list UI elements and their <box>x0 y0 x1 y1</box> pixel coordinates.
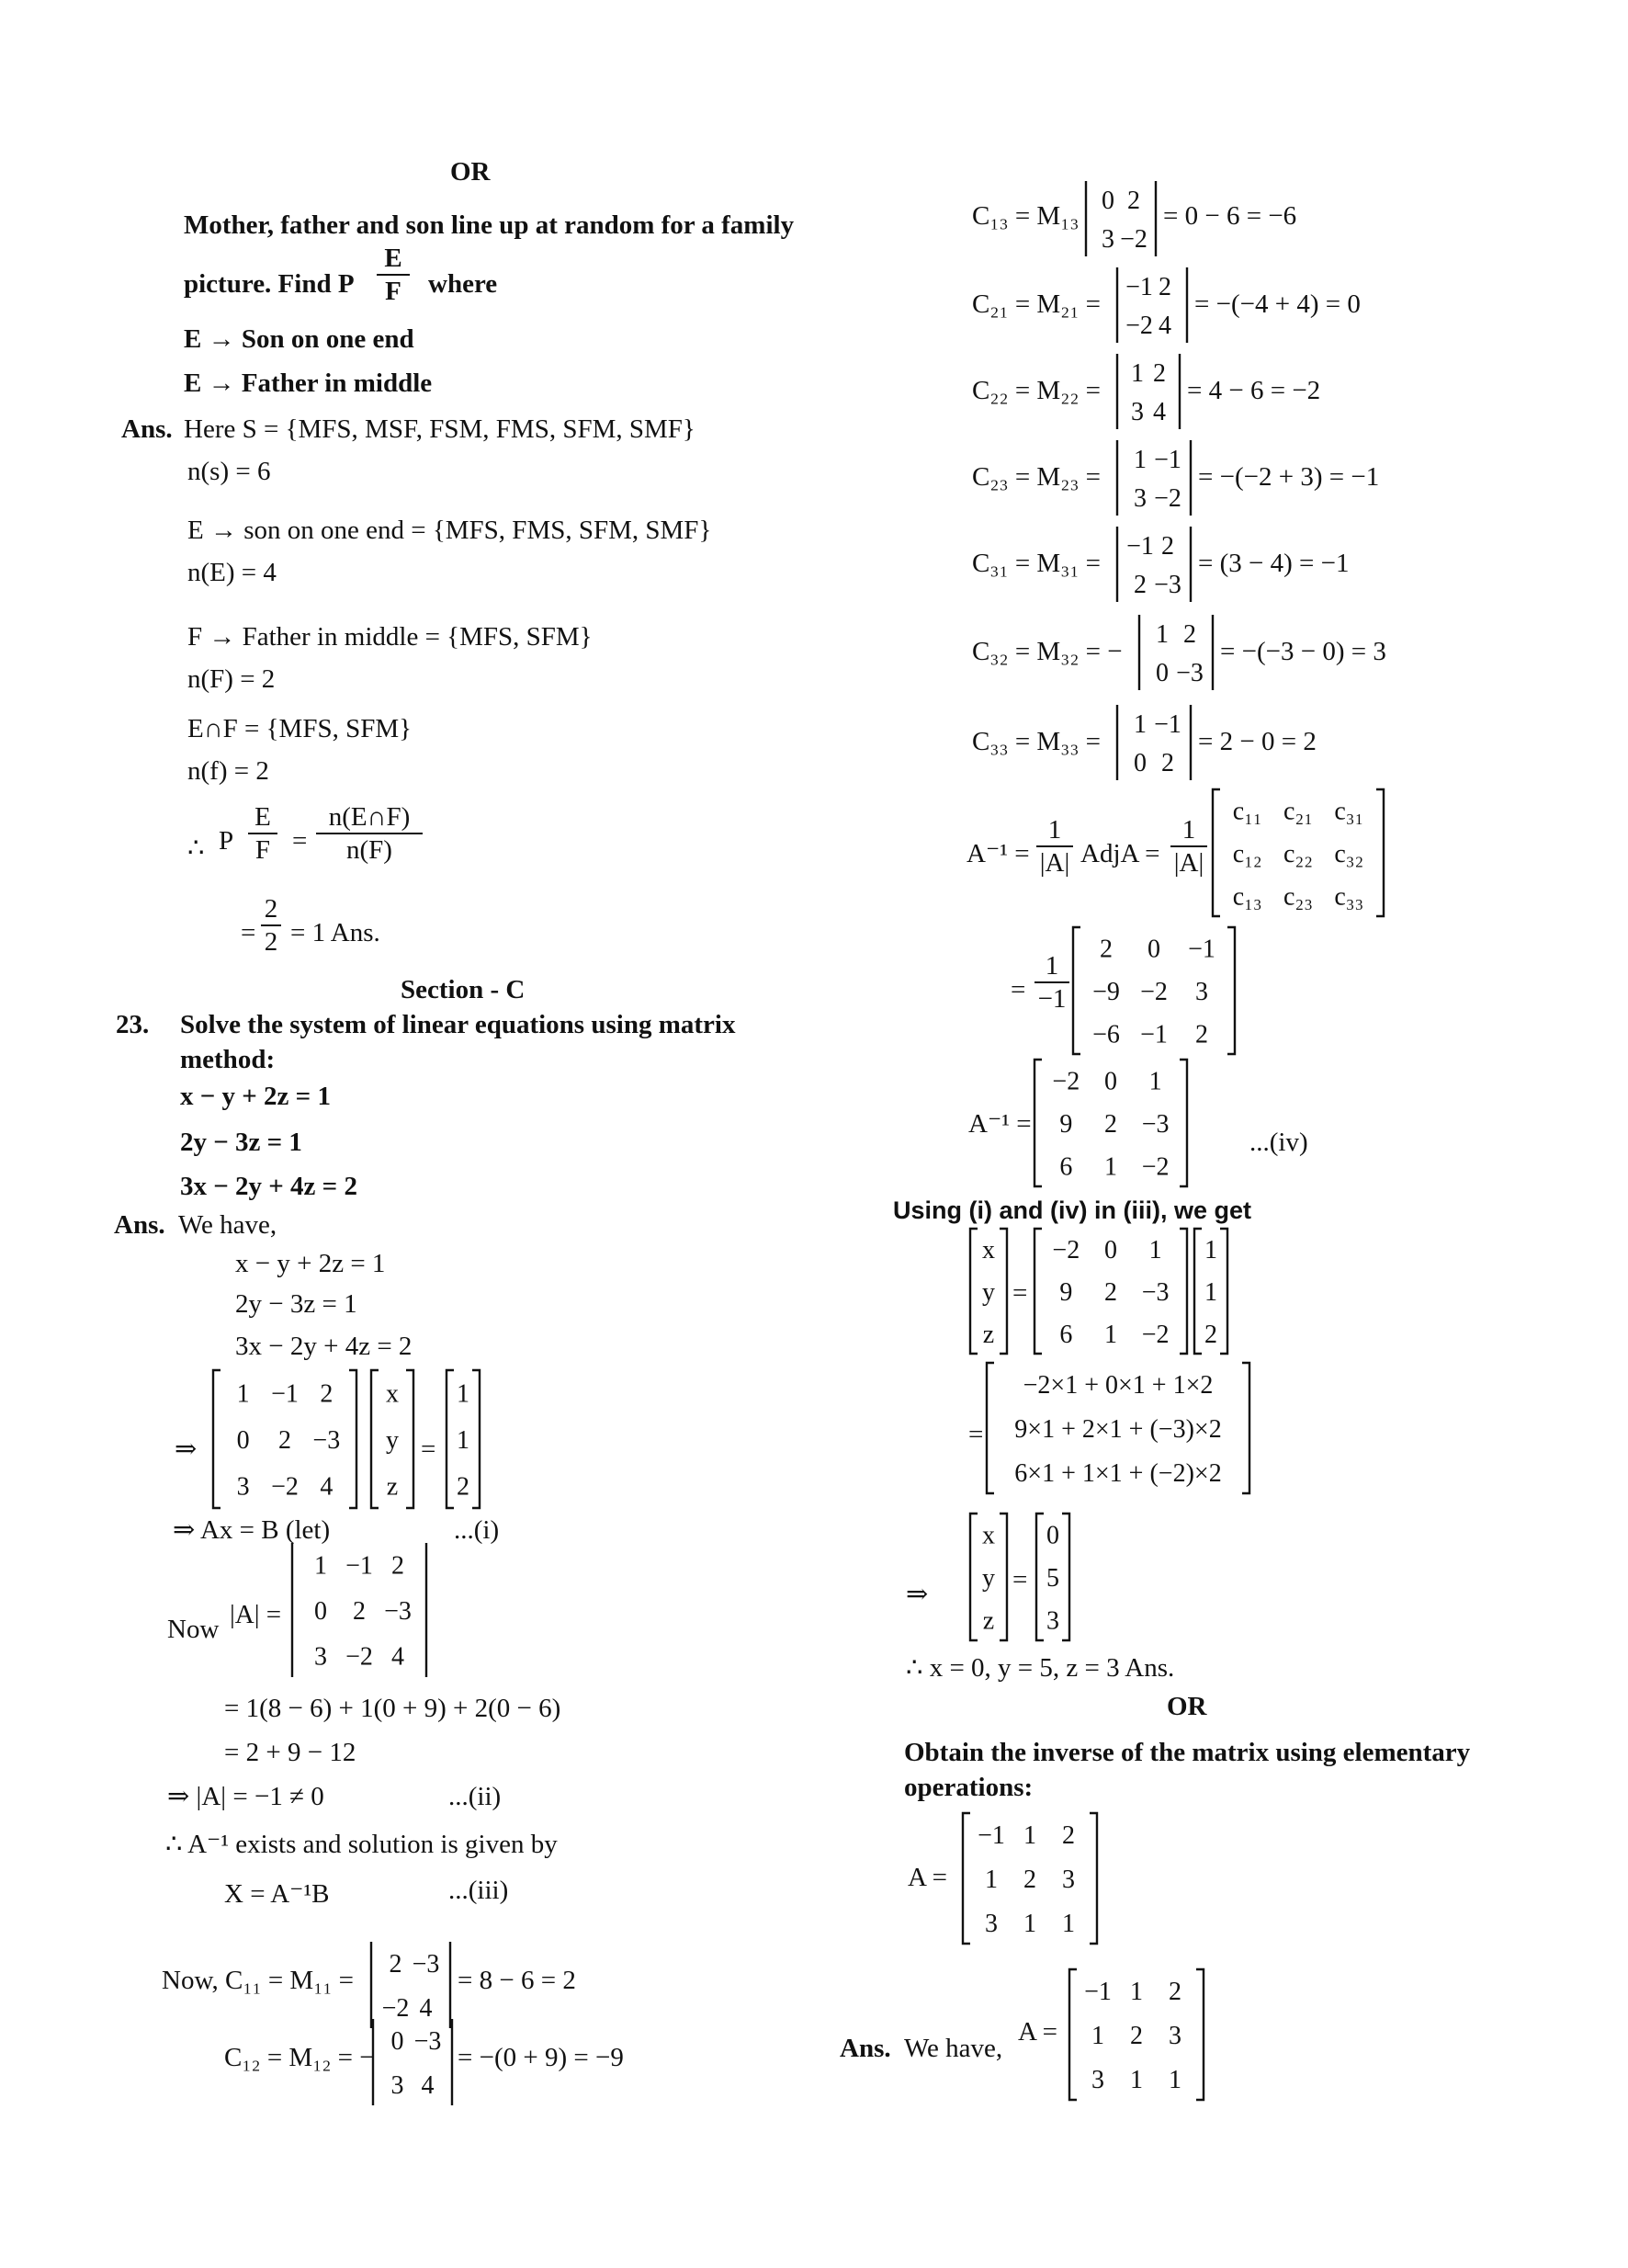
c13-minor <box>1084 180 1158 262</box>
matrix-cell: 1 <box>1204 1236 1217 1264</box>
prob-p: P <box>219 826 234 856</box>
or-question-line2: operations: <box>904 1773 1034 1802</box>
matrix-cell: 2 <box>1169 1978 1181 2006</box>
n-f: n(F) = 2 <box>187 664 276 694</box>
inverse-exists-text: ∴ A⁻¹ exists and solution is given by <box>165 1830 558 1859</box>
matrix-cell: y <box>386 1426 399 1455</box>
matrix-cell: −3 <box>413 2027 442 2056</box>
matrix-cell: −1 <box>271 1379 299 1409</box>
matrix-cell: 0 <box>1156 659 1169 687</box>
equation-2: 2y − 3z = 1 <box>180 1128 302 1157</box>
c31-label: C₃₁ = M₃₁ = <box>972 549 1102 578</box>
ainv-label-2: A⁻¹ = <box>968 1109 1032 1139</box>
c33-label: C₃₃ = M₃₃ = <box>972 727 1102 756</box>
right-bracket <box>1090 1813 1097 1944</box>
cofactor-matrix-svg <box>1211 788 1385 917</box>
matrix-cell: 4 <box>419 1994 433 2023</box>
left-bracket <box>1034 1229 1042 1354</box>
c11-value: = 8 − 6 = 2 <box>458 1966 576 1995</box>
n-e: n(E) = 4 <box>187 558 277 587</box>
question-text-line2: picture. Find P <box>184 269 355 299</box>
solution-vector-svg <box>1034 1513 1071 1641</box>
c31-minor <box>1115 526 1193 607</box>
matrix-cell: −2×1 + 0×1 + 1×2 <box>1023 1371 1214 1400</box>
a-label-2: A = <box>1018 2017 1057 2047</box>
matrix-cell: −1 <box>1154 710 1181 739</box>
therefore-symbol: ∴ <box>187 833 205 863</box>
c21-minor-svg <box>1115 266 1189 344</box>
matrix-cell: 1 <box>1023 1910 1036 1938</box>
matrix-cell: 2 <box>1134 571 1147 599</box>
matrix-cell: 0 <box>1046 1521 1059 1550</box>
matrix-cell: 0 <box>1104 1236 1117 1264</box>
left-bracket <box>447 1370 454 1508</box>
prob-e-given-f: E F <box>375 243 412 307</box>
matrix-cell: 1 <box>1104 1152 1117 1182</box>
c33-minor-svg <box>1115 704 1193 781</box>
answer-label: Ans. <box>121 414 173 444</box>
matrix-cell: 1 <box>1169 2066 1181 2094</box>
c11-minor-svg <box>369 1941 452 2029</box>
matrix-cell: 3 <box>390 2071 404 2100</box>
matrix-cell: −3 <box>312 1426 341 1455</box>
matrix-cell: 0 <box>236 1426 250 1455</box>
left-bracket <box>1194 1229 1202 1354</box>
matrix-cell: −2 <box>1052 1236 1080 1264</box>
matrix-cell: z <box>982 1606 995 1636</box>
matrix-cell: 1 <box>1091 2022 1104 2050</box>
matrix-cell: 0 <box>1148 935 1160 964</box>
c12-minor <box>371 2018 454 2111</box>
right-bracket <box>1376 789 1384 916</box>
matrix-cell: 3 <box>236 1472 250 1502</box>
xyz-vector-2 <box>968 1513 1009 1646</box>
or-question-line1: Obtain the inverse of the matrix using elementary <box>904 1738 1471 1767</box>
matrix-cell: −2 <box>1154 484 1181 513</box>
c31-value: = (3 − 4) = −1 <box>1198 549 1350 578</box>
matrix-cell: 2 <box>1159 273 1171 301</box>
final-answer: ∴ x = 0, y = 5, z = 3 Ans. <box>906 1653 1175 1683</box>
matrix-cell: 6 <box>1059 1321 1073 1349</box>
matrix-cell: 5 <box>1046 1564 1059 1593</box>
ans-we-have: We have, <box>904 2034 1003 2063</box>
matrix-cell: −1 <box>345 1551 373 1581</box>
using-text: Using (i) and (iv) in (iii), we get <box>893 1196 1251 1224</box>
right-bracket <box>1180 1229 1187 1354</box>
matrix-cell: −2 <box>1120 225 1148 254</box>
c32-value: = −(−3 − 0) = 3 <box>1220 637 1386 666</box>
matrix-cell: 2 <box>353 1597 366 1626</box>
matrix-cell: −6 <box>1092 1020 1120 1049</box>
matrix-cell: −3 <box>384 1597 412 1626</box>
q23-text-line1: Solve the system of linear equations using matrix <box>180 1010 736 1039</box>
matrix-cell: 3 <box>1046 1606 1059 1636</box>
matrix-cell: −2 <box>1141 1321 1170 1349</box>
n-s: n(s) = 6 <box>187 457 271 486</box>
we-have-text: We have, <box>178 1210 277 1240</box>
event-f-set: F → Father in middle = {MFS, SFM} <box>187 622 593 652</box>
matrix-cell: 3 <box>1091 2066 1104 2094</box>
adj-text: AdjA = <box>1080 839 1160 868</box>
prob-formula: n(E∩F) n(F) <box>314 801 424 866</box>
matrix-cell: 1 <box>236 1379 250 1409</box>
right-bracket <box>472 1370 480 1508</box>
variable-vector <box>369 1369 415 1514</box>
tag-iv: ...(iv) <box>1249 1128 1308 1157</box>
matrix-cell: 1 <box>1104 1321 1117 1349</box>
matrix-cell: −3 <box>412 1950 440 1979</box>
c12-minor-svg <box>371 2018 454 2106</box>
equation-3: 3x − 2y + 4z = 2 <box>180 1172 357 1201</box>
left-bracket <box>1073 927 1080 1054</box>
matrix-cell: 4 <box>421 2071 435 2100</box>
matrix-cell: 9×1 + 2×1 + (−3)×2 <box>1014 1415 1222 1444</box>
sample-space: Here S = {MFS, MSF, FSM, FMS, SFM, SMF} <box>184 414 695 444</box>
c33-minor <box>1115 704 1193 786</box>
matrix-cell: 0 <box>1102 187 1114 215</box>
prob-result: = 1 Ans. <box>290 918 380 947</box>
matrix-cell: 1 <box>1134 710 1147 739</box>
matrix-cell: −2 <box>1052 1067 1080 1096</box>
matrix-cell: 1 <box>1134 446 1147 474</box>
matrix-cell: 2 <box>1153 359 1166 388</box>
c22-minor <box>1115 353 1181 435</box>
now-label: Now <box>167 1615 220 1644</box>
implies-symbol: ⇒ <box>175 1435 198 1464</box>
equation-3b: 3x − 2y + 4z = 2 <box>235 1332 413 1361</box>
ainv-label: A⁻¹ = <box>967 839 1030 868</box>
a-matrix-svg <box>961 1812 1099 1945</box>
c13-value: = 0 − 6 = −6 <box>1163 201 1297 231</box>
a-matrix-2-svg <box>1068 1968 1205 2101</box>
product-vector-svg <box>985 1362 1251 1494</box>
matrix-cell: 3 <box>1195 978 1208 1006</box>
det-result: ⇒ |A| = −1 ≠ 0 <box>167 1782 324 1811</box>
matrix-cell: 0 <box>390 2027 404 2056</box>
question-where: where <box>428 269 498 299</box>
matrix-cell: 1 <box>314 1551 327 1581</box>
matrix-cell: −1 <box>1140 1020 1168 1049</box>
ax-equals-b: ⇒ Ax = B (let) <box>173 1515 331 1545</box>
right-bracket <box>1227 927 1235 1054</box>
matrix-cell: 1 <box>1062 1910 1075 1938</box>
event-f-definition: E → Father in middle <box>184 369 433 398</box>
matrix-cell: −1 <box>1125 273 1153 301</box>
implies-symbol-2: ⇒ <box>906 1580 929 1609</box>
inverse-matrix-svg <box>1033 1059 1189 1187</box>
coefficient-matrix <box>211 1369 358 1514</box>
matrix-cell: c₁₃ <box>1232 882 1262 912</box>
matrix-cell: 2 <box>278 1426 291 1455</box>
left-bracket <box>1034 1060 1042 1186</box>
determinant-A <box>290 1542 428 1683</box>
left-bracket <box>371 1370 379 1508</box>
matrix-cell: 1 <box>1023 1821 1036 1850</box>
matrix-cell: c₃₂ <box>1334 840 1364 868</box>
matrix-cell: −2 <box>1140 978 1168 1006</box>
c32-minor <box>1137 614 1215 696</box>
b-vector-svg <box>1193 1228 1229 1355</box>
matrix-cell: −1 <box>978 1821 1005 1850</box>
matrix-cell: 0 <box>1134 749 1147 777</box>
c32-minor-svg <box>1137 614 1215 691</box>
c12-value: = −(0 + 9) = −9 <box>458 2043 624 2072</box>
matrix-cell: 6×1 + 1×1 + (−2)×2 <box>1014 1459 1222 1488</box>
one-over-det: 1 |A| <box>1034 814 1075 879</box>
c23-value: = −(−2 + 3) = −1 <box>1198 462 1380 492</box>
matrix-cell: 1 <box>457 1379 469 1409</box>
right-bracket <box>406 1370 413 1508</box>
matrix-cell: −2 <box>381 1994 410 2023</box>
prob-result-fraction: 2 2 <box>259 893 283 958</box>
matrix-cell: 2 <box>389 1950 402 1979</box>
matrix-cell: 3 <box>314 1642 327 1672</box>
matrix-cell: x <box>982 1521 995 1550</box>
a-matrix <box>961 1812 1099 1949</box>
det-label: |A| = <box>230 1600 282 1629</box>
matrix-cell: c₂₃ <box>1283 882 1313 912</box>
matrix-cell: 6 <box>1059 1152 1073 1182</box>
a-label: A = <box>908 1863 947 1892</box>
left-bracket <box>1213 789 1220 916</box>
product-vector <box>985 1362 1251 1499</box>
left-bracket <box>970 1514 978 1640</box>
one-over-neg-one: 1 −1 <box>1033 950 1071 1015</box>
matrix-cell: y <box>982 1278 995 1307</box>
matrix-cell: 1 <box>1148 1067 1162 1096</box>
right-bracket <box>1062 1514 1069 1640</box>
one-over-det-2: 1 |A| <box>1169 814 1209 879</box>
matrix-cell: y <box>982 1564 995 1593</box>
c23-label: C₂₃ = M₂₃ = <box>972 462 1102 492</box>
matrix-cell: 1 <box>1204 1278 1217 1307</box>
matrix-cell: 1 <box>1148 1236 1162 1264</box>
c11-label: Now, C₁₁ = M₁₁ = <box>162 1966 355 1995</box>
c22-value: = 4 − 6 = −2 <box>1187 376 1321 405</box>
matrix-cell: 4 <box>1153 398 1166 426</box>
matrix-cell: 1 <box>1131 359 1144 388</box>
matrix-cell: 2 <box>1104 1278 1117 1307</box>
matrix-cell: 9 <box>1059 1110 1073 1139</box>
matrix-cell: 2 <box>1161 532 1174 561</box>
right-bracket <box>1000 1514 1007 1640</box>
section-heading: Section - C <box>401 975 526 1004</box>
adjoint-matrix <box>1071 926 1237 1060</box>
matrix-cell: 2 <box>1195 1020 1208 1049</box>
matrix-cell: 1 <box>1130 1978 1143 2006</box>
matrix-cell: 2 <box>1062 1821 1075 1850</box>
matrix-cell: 0 <box>1104 1067 1117 1096</box>
left-bracket <box>970 1229 978 1354</box>
matrix-cell: 0 <box>314 1597 327 1626</box>
matrix-cell: 1 <box>1130 2066 1143 2094</box>
matrix-cell: c₂₁ <box>1283 797 1313 826</box>
solution-vector <box>1034 1513 1071 1646</box>
matrix-cell: 2 <box>1161 749 1174 777</box>
matrix-cell: 1 <box>457 1426 469 1455</box>
prob-frac-ef: E F <box>246 801 279 866</box>
matrix-cell: −1 <box>1154 446 1181 474</box>
x-formula: X = A⁻¹B <box>224 1879 330 1909</box>
event-e-set: E → son on one end = {MFS, FMS, SFM, SMF} <box>187 516 712 545</box>
matrix-cell: 3 <box>1102 225 1114 254</box>
b-vector <box>1193 1228 1229 1359</box>
matrix-cell: 2 <box>1100 935 1113 964</box>
matrix-cell: −2 <box>345 1642 373 1672</box>
inverse-matrix <box>1033 1059 1189 1192</box>
constant-vector <box>445 1369 481 1514</box>
q23-text-line2: method: <box>180 1045 276 1074</box>
matrix-cell: 3 <box>1062 1865 1075 1894</box>
matrix-cell: 2 <box>1127 187 1140 215</box>
question-number: 23. <box>116 1010 150 1039</box>
coefficient-matrix-svg <box>211 1369 358 1509</box>
c13-label: C₁₃ = M₁₃ <box>972 201 1080 231</box>
matrix-cell: −1 <box>1188 935 1215 964</box>
c21-value: = −(−4 + 4) = 0 <box>1194 289 1361 319</box>
constant-vector-svg <box>445 1369 481 1509</box>
matrix-cell: −3 <box>1141 1110 1170 1139</box>
matrix-cell: 3 <box>1131 398 1144 426</box>
determinant-A-svg <box>290 1542 428 1678</box>
equation-1: x − y + 2z = 1 <box>180 1082 331 1111</box>
matrix-cell: c₁₂ <box>1232 840 1262 868</box>
matrix-cell: 2 <box>1204 1321 1217 1349</box>
matrix-cell: 4 <box>391 1642 404 1672</box>
matrix-cell: 2 <box>320 1379 334 1409</box>
matrix-cell: 2 <box>1183 620 1196 649</box>
matrix-cell: −3 <box>1176 659 1204 687</box>
right-bracket <box>1000 1229 1007 1354</box>
matrix-cell: −1 <box>1084 1978 1112 2006</box>
matrix-cell: −3 <box>1154 571 1181 599</box>
matrix-cell: −1 <box>1126 532 1154 561</box>
matrix-cell: −2 <box>271 1472 299 1502</box>
matrix-cell: 3 <box>985 1910 998 1938</box>
left-bracket <box>987 1363 994 1493</box>
equation-1b: x − y + 2z = 1 <box>235 1249 386 1278</box>
xyz-vector-2-svg <box>968 1513 1009 1641</box>
matrix-cell: −2 <box>1141 1152 1170 1182</box>
left-bracket <box>1069 1969 1077 2100</box>
tag-iii: ...(iii) <box>448 1876 509 1905</box>
matrix-cell: 3 <box>1134 484 1147 513</box>
c12-label: C₁₂ = M₁₂ = − <box>224 2043 375 2072</box>
c21-minor <box>1115 266 1189 348</box>
matrix-cell: 2 <box>457 1472 469 1502</box>
tag-i: ...(i) <box>454 1515 500 1545</box>
c21-label: C₂₁ = M₂₁ = <box>972 289 1102 319</box>
matrix-cell: 2 <box>391 1551 404 1581</box>
inverse-matrix-2-svg <box>1033 1228 1189 1355</box>
matrix-cell: c₂₂ <box>1283 840 1313 868</box>
cofactor-matrix <box>1211 788 1385 922</box>
c23-minor <box>1115 439 1193 521</box>
matrix-cell: z <box>982 1321 995 1349</box>
right-bracket <box>1220 1229 1227 1354</box>
right-bracket <box>1242 1363 1249 1493</box>
right-bracket <box>349 1370 356 1508</box>
matrix-cell: 4 <box>320 1472 334 1502</box>
matrix-cell: 1 <box>1156 620 1169 649</box>
xyz-vector <box>968 1228 1009 1359</box>
tag-ii: ...(ii) <box>448 1782 502 1811</box>
matrix-cell: 2 <box>1104 1110 1117 1139</box>
det-sum: = 2 + 9 − 12 <box>224 1738 356 1767</box>
matrix-cell: 4 <box>1159 312 1171 340</box>
inverse-matrix-2 <box>1033 1228 1189 1359</box>
answer-label-3: Ans. <box>840 2034 891 2063</box>
matrix-cell: x <box>982 1236 995 1264</box>
c22-label: C₂₂ = M₂₂ = <box>972 376 1102 405</box>
left-bracket <box>213 1370 220 1508</box>
matrix-cell: c₃₃ <box>1334 882 1364 912</box>
left-bracket <box>1036 1514 1044 1640</box>
n-intersection: n(f) = 2 <box>187 756 269 786</box>
c31-minor-svg <box>1115 526 1193 603</box>
right-bracket <box>1196 1969 1204 2100</box>
matrix-cell: −2 <box>1125 312 1153 340</box>
matrix-cell: −3 <box>1141 1278 1170 1307</box>
c23-minor-svg <box>1115 439 1193 516</box>
answer-label-2: Ans. <box>114 1210 165 1240</box>
c13-minor-svg <box>1084 180 1158 257</box>
question-text-line1: Mother, father and son line up at random for a family <box>184 210 795 240</box>
a-matrix-2 <box>1068 1968 1205 2105</box>
left-bracket <box>963 1813 970 1944</box>
matrix-cell: 9 <box>1059 1278 1073 1307</box>
matrix-cell: c₃₁ <box>1334 797 1364 826</box>
matrix-cell: c₁₁ <box>1232 797 1262 826</box>
event-e-definition: E → Son on one end <box>184 324 414 354</box>
adjoint-matrix-svg <box>1071 926 1237 1055</box>
matrix-cell: −9 <box>1092 978 1120 1006</box>
equation-2b: 2y − 3z = 1 <box>235 1289 357 1319</box>
c22-minor-svg <box>1115 353 1181 430</box>
variable-vector-svg <box>369 1369 415 1509</box>
answer-sheet-page: OR Mother, father and son line up at random for a family picture. Find P E F where E → Son on one end E → Father in middle Ans. Here S = {MFS, MSF, FSM, FMS, SFM, SMF} n(s) = 6 E → son on one end = {MFS, FMS, SFM, SMF} n(E) = 4 F → Father in middle = {MFS, SFM} n(F) = 2 E∩F = {MFS, SFM} n(f) = 2 ∴ P E F = n(E∩F) n(F) = 2 2 = 1 Ans. Section - C 23. Solve the system of linear equations using matrix method: x − y + 2z = 1 2y − 3z = 1 3x − 2y + 4z = 2 Ans. We have, x − y + 2z = 1 2y − 3z = 1 3x − 2y + 4z = 2 ⇒ 1 −1 2 0 2 −3 3 −2 4 x y z = 1 1 2 ⇒ Ax = B (let) ...(i) Now |A| = 1 −1 2 0 2 −3 3 −2 4 = 1(8 − 6) + 1(0 + 9) + 2(0 − 6) = 2 + 9 − 12 ⇒ |A| = −1 ≠ 0 ...(ii) ∴ A⁻¹ exists and solution is given by X = A⁻¹B ...(iii) Now, C₁₁ = M₁₁ = 2 −3 −2 4 = 8 − 6 = 2 C₁₂ = M₁₂ = − 0 −3 3 4 = −(0 + 9) = −9 C₁₃ = M₁₃ 0 2 3 −2 = 0 − 6 = −6 C₂₁ = M₂₁ = −1 2 −2 4 = −(−4 + 4) = 0 C₂₂ = M₂₂ = 1 2 3 4 = 4 − 6 = −2 C₂₃ = M₂₃ = 1 −1 3 −2 = −(−2 + 3) = −1 C₃₁ = M₃₁ = −1 2 2 −3 = (3 − 4) = −1 C₃₂ = M₃₂ = − 1 2 0 −3 = −(−3 − 0) = 3 C₃₃ = M₃₃ = 1 −1 0 2 = 2 − 0 = 2 A⁻¹ = 1 |A| AdjA = 1 |A| c₁₁ c₂₁ c₃₁ c₁₂ c₂₂ c₃₂ c₁₃ c₂₃ c₃₃ = 1 −1 2 0 −1 −9 −2 3 −6 −1 2 A⁻¹ = −2 0 1 9 2 −3 6 1 −2 ...(iv) Using (i) and (iv) in (iii), we get x y z = −2 0 1 9 2 −3 6 1 −2 1 1 2 = −2×1 + 0×1 + 1×2 9×1 + 2×1 + (−3)×2 6×1 + 1×1 + (−2)×2 ⇒ x y z = 0 5 3 ∴ x = 0, y = 5, z = 3 Ans. OR Obtain the inverse of the matrix using elementary operations: A = −1 1 2 1 2 3 3 1 1 Ans. We have, A = −1 1 2 1 2 3 3 1 1 <box>0 0 1628 2268</box>
c32-label: C₃₂ = M₃₂ = − <box>972 637 1123 666</box>
intersection-set: E∩F = {MFS, SFM} <box>187 714 413 743</box>
det-expansion: = 1(8 − 6) + 1(0 + 9) + 2(0 − 6) <box>224 1694 561 1723</box>
or-heading: OR <box>450 157 491 187</box>
matrix-cell: z <box>386 1472 399 1502</box>
matrix-cell: 3 <box>1169 2022 1181 2050</box>
matrix-cell: 1 <box>985 1865 998 1894</box>
matrix-cell: 2 <box>1130 2022 1143 2050</box>
matrix-cell: x <box>386 1379 399 1409</box>
right-bracket <box>1180 1060 1187 1186</box>
matrix-cell: 2 <box>1023 1865 1036 1894</box>
c33-value: = 2 − 0 = 2 <box>1198 727 1317 756</box>
xyz-vector-svg <box>968 1228 1009 1355</box>
or-heading-2: OR <box>1167 1692 1207 1721</box>
